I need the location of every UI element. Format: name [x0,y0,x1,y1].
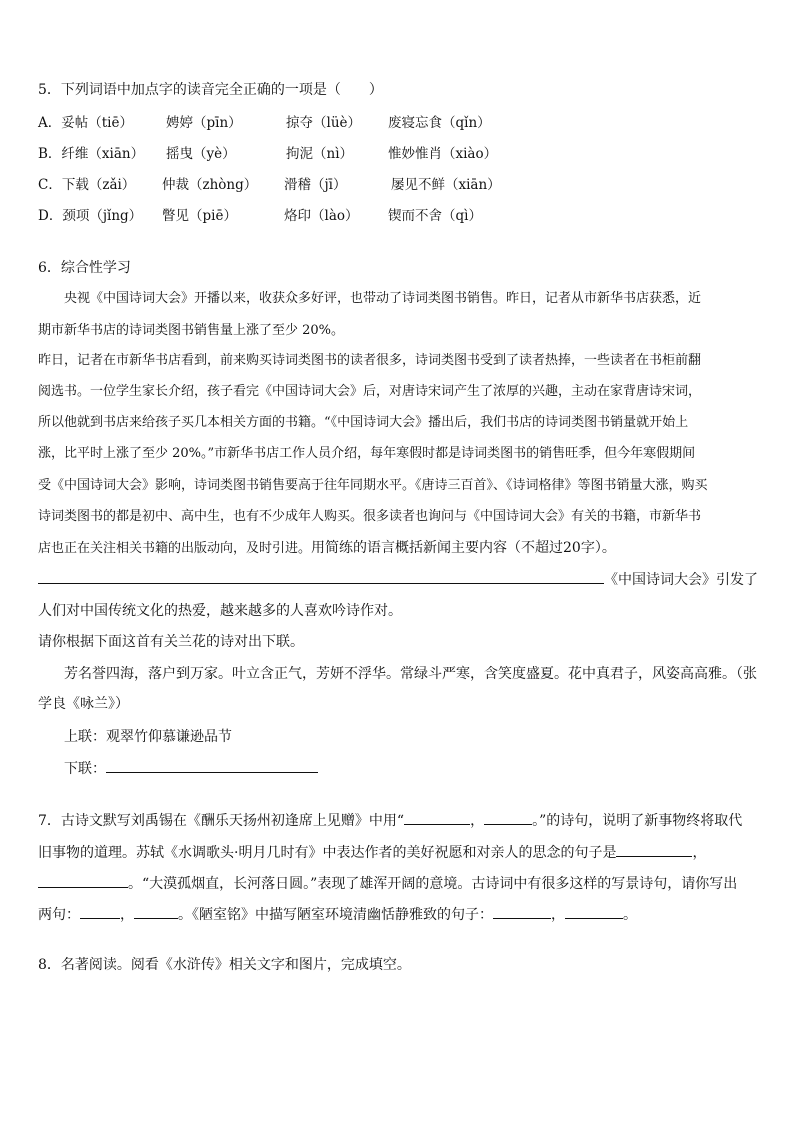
summary-answer-line-2: 人们对中国传统文化的热爱，越来越多的人喜欢吟诗作对。 [38,603,402,619]
couplet-lower-line [64,758,318,779]
poem-line-1: 芳名誉四海，落户到万家。叶立含正气，芳妍不浮华。常绿斗严寒，含笑度盛夏。花中真君子，风姿高高雅。（张 [64,666,757,682]
q7-line-1 [38,810,742,831]
q7-text-1b: ， [470,813,485,829]
q5-option-b-3: 拘泥（nì） [286,146,354,162]
q5-option-c-1: C．下载（zǎi） [38,177,136,193]
q5-option-b-1: B．纤维（xiān） [38,146,145,162]
q5-option-a-4: 废寝忘食（qǐn） [388,115,491,131]
news-line-2: 期市新华书店的诗词类图书销售量上涨了至少 20%。 [38,323,345,338]
q7-blank-3[interactable] [616,842,692,857]
news-line-8: 诗词类图书的都是初中、高中生，也有不少成年人购买。很多读者也询问与《中国诗词大会》有关的书籍，市新华书 [38,509,702,524]
summary-task: 用简练的语言概括新闻主要内容（不超过20字）。 [311,540,616,556]
q5-option-c-2: 仲裁（zhòng） [162,177,258,193]
q7-blank-6[interactable] [134,904,178,919]
couplet-task: 请你根据下面这首有关兰花的诗对出下联。 [38,634,304,650]
q5-option-c-3: 滑稽（jī） [284,177,347,193]
news-line-5: 所以他就到书店来给孩子买几本相关方面的书籍。“《中国诗词大会》播出后，我们书店的诗词类图书销量就开始上 [38,415,689,430]
q5-option-d-2: 瞥见（piē） [162,208,237,224]
couplet-lower-label: 下联： [64,761,106,777]
q5-option-b-4: 惟妙惟肖（xiào） [388,146,498,162]
news-line-4: 阅选书。一位学生家长介绍，孩子看完《中国诗词大会》后，对唐诗宋词产生了浓厚的兴趣，主动在家背唐诗宋词， [38,384,702,399]
summary-blank[interactable] [38,569,604,584]
q7-text-4e: 。 [623,907,637,923]
q7-text-1a: 7．古诗文默写刘禹锡在《酬乐天扬州初逢席上见赠》中用“ [38,813,405,829]
q5-option-c-4: 屡见不鲜（xiān） [391,177,501,193]
q7-blank-2[interactable] [484,810,532,825]
q5-stem: 5．下列词语中加点字的读音完全正确的一项是（ ） [38,82,383,98]
q5-option-d-4: 锲而不舍（qì） [388,208,482,224]
news-line-1: 央视《中国诗词大会》开播以来，收获众多好评，也带动了诗词类图书销售。昨日，记者从市新华书店获悉，近 [64,291,702,306]
news-line-3: 昨日，记者在市新华书店看到，前来购买诗词类图书的读者很多，诗词类图书受到了读者热捧，一些读者在书柜前翻 [38,353,702,368]
q7-blank-1[interactable] [404,810,470,825]
news-last-line [38,538,616,559]
q5-option-a-1: A．妥帖（tiē） [38,115,133,131]
q5-option-a-2: 娉婷（pīn） [166,115,242,131]
q7-blank-7[interactable] [493,904,551,919]
q5-option-d-1: D．颈项（jǐng） [38,208,143,224]
q7-text-1c: 。”的诗句，说明了新事物终将取代 [532,813,743,829]
news-line-6: 涨，比平时上涨了至少 20%。”市新华书店工作人员介绍，每年寒假时都是诗词类图书的销售旺季，但今年寒假期间 [38,446,696,461]
q8-stem: 8．名著阅读。阅看《水浒传》相关文字和图片，完成填空。 [38,957,411,973]
q7-text-3a: 。“大漠孤烟直，长河落日圆。”表现了雄浑开阔的意境。古诗词中有很多这样的写景诗句，请你写出 [128,876,738,892]
q6-title: 6．综合性学习 [38,260,131,276]
q5-option-d-3: 烙印（lào） [284,208,359,224]
q7-line-3 [38,873,737,894]
q7-line-4 [38,904,637,925]
couplet-upper: 上联：观翠竹仰慕谦逊品节 [64,729,232,745]
poem-line-2: 学良《咏兰》） [38,696,129,712]
q7-text-4b: ， [120,907,134,923]
q5-option-b-2: 摇曳（yè） [166,146,236,162]
q7-text-2a: 旧事物的道理。苏轼《水调歌头·明月几时有》中表达作者的美好祝愿和对亲人的思念的句子是 [38,845,617,861]
summary-answer-tail: 《中国诗词大会》引发了 [604,572,758,588]
q7-blank-5[interactable] [80,904,120,919]
q7-blank-4[interactable] [38,873,128,888]
q7-text-2b: ， [692,845,707,861]
couplet-lower-blank[interactable] [106,758,318,773]
q7-line-2 [38,842,706,863]
news-last-text: 店也正在关注相关书籍的出版动向，及时引进。 [38,541,312,556]
q7-text-4a: 两句： [38,907,80,923]
summary-answer-line [38,569,758,590]
q5-option-a-3: 掠夺（lüè） [286,115,362,131]
news-line-7: 受《中国诗词大会》影响，诗词类图书销售要高于往年同期水平。《唐诗三百首》、《诗词格律》等图书销量大涨，购买 [38,478,708,493]
q7-text-4d: ， [551,907,565,923]
q7-text-4c: 。《陋室铭》中描写陋室环境清幽恬静雅致的句子： [178,907,493,923]
q7-blank-8[interactable] [565,904,623,919]
